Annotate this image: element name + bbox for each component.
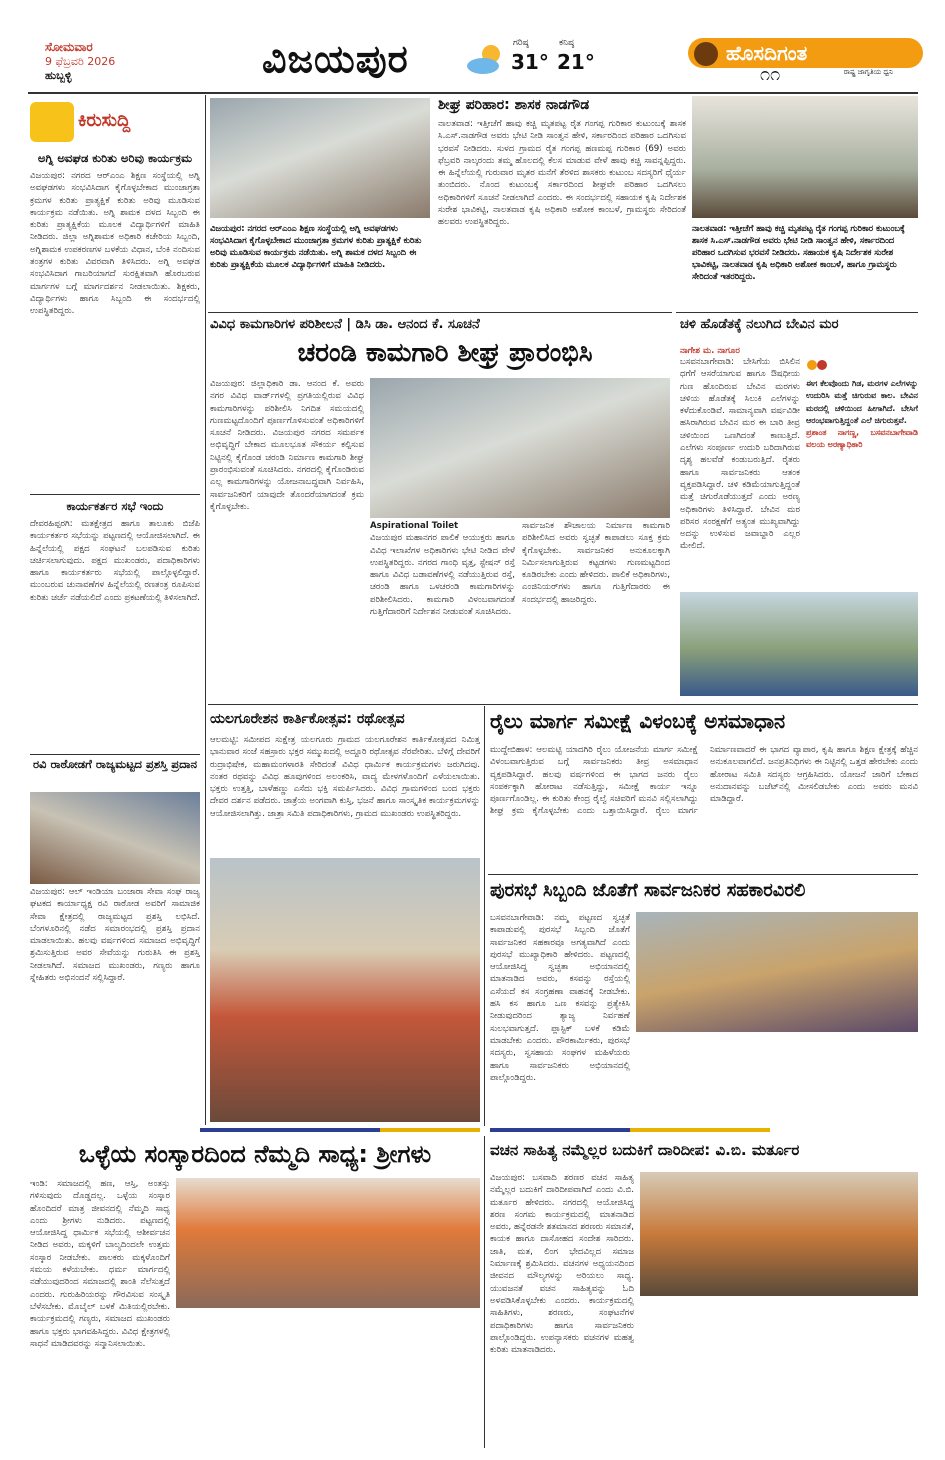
accent-bar — [630, 1128, 770, 1132]
fire-drill-photo — [210, 98, 430, 218]
railway-title: ರೈಲು ಮಾರ್ಗ ಸಮೀಕ್ಷೆ ವಿಳಂಬಕ್ಕೆ ಅಸಮಾಧಾನ — [490, 710, 786, 733]
kiru-item-2-title: ಕಾರ್ಯಕರ್ತರ ಸಭೆ ಇಂದು — [66, 499, 164, 513]
divider — [488, 874, 918, 875]
edition-city: ಹುಬ್ಬಳ್ಳಿ — [45, 69, 72, 82]
kiru-item-3 — [30, 886, 200, 1126]
date: 9 ಫೆಬ್ರವರಿ 2026 — [45, 55, 116, 68]
tree-title-box — [680, 316, 918, 338]
page-number: ೧೧ — [760, 64, 781, 85]
olleya-title: ಒಳ್ಳೆಯ ಸಂಸ್ಕಾರದಿಂದ ನೆಮ್ಮದಿ ಸಾಧ್ಯ: ಶ್ರೀಗಳು — [78, 1140, 432, 1168]
kiru-item-3-body: ವಿಜಯಪುರ: ಆಲ್ ಇಂಡಿಯಾ ಬಂಜಾರಾ ಸೇವಾ ಸಂಘ ರಾಜ್ಯ ಘಟಕದ ಕಾರ್ಯಾಧ್ಯಕ್ಷ ರವಿ ರಾಠೋಡ ಅವರಿಗೆ ಸಾಮಾಜಿಕ ಸೇವಾ ಕ್ಷೇತ್ರದಲ್ಲಿ ರಾಜ್ಯಮಟ್ಟದ ಪ್ರಶಸ್ತಿ ಲಭಿಸಿದೆ. ಬೆಂಗಳೂರಿನಲ್ಲಿ ನಡೆದ ಸಮಾರಂಭದಲ್ಲಿ ಪ್ರಶಸ್ತಿ ಪ್ರದಾನ ಮಾಡಲಾಯಿತು. ಹಲವು ವರ್ಷಗಳಿಂದ ಸಮಾಜದ ಅಭಿವೃದ್ಧಿಗೆ ಶ್ರಮಿಸುತ್ತಿರುವ ಅವರ ಸೇವೆಯನ್ನು ಗುರುತಿಸಿ ಈ ಪ್ರಶಸ್ತಿ ನೀಡಲಾಗಿದೆ. ಸಮಾಜದ ಮುಖಂಡರು, ಗಣ್ಯರು ಹಾಗೂ ಸ್ನೇಹಿತರು ಅಭಿನಂದನೆ ಸಲ್ಲಿಸಿದ್ದಾರೆ. — [30, 887, 200, 984]
olleya-title-box — [30, 1138, 480, 1174]
vachana-title-box — [490, 1138, 918, 1168]
charandi-body-1: ವಿಜಯಪುರ: ಜಿಲ್ಲಾಧಿಕಾರಿ ಡಾ. ಆನಂದ ಕೆ. ಅವರು ನಗರ ವಿವಿಧ ವಾರ್ಡ್‌ಗಳಲ್ಲಿ ಪ್ರಗತಿಯಲ್ಲಿರುವ ವಿವಿಧ ಕಾಮಗಾರಿಗಳನ್ನು ಪರಿಶೀಲಿಸಿ ನಿಗದಿತ ಸಮಯದಲ್ಲಿ ಗುಣಮಟ್ಟದೊಂದಿಗೆ ಪೂರ್ಣಗೊಳಿಸುವಂತೆ ಅಧಿಕಾರಿಗಳಿಗೆ ಸೂಚನೆ ನೀಡಿದರು. ವಿಜಯಪುರ ನಗರದ ಸಮರ್ಪಕ ಅಭಿವೃದ್ಧಿಗೆ ಬೇಕಾದ ಮೂಲಭೂತ ಸೌಕರ್ಯ ಕಲ್ಪಿಸುವ ನಿಟ್ಟಿನಲ್ಲಿ ಕೈಗೊಂಡ ಚರಂಡಿ ನಿರ್ಮಾಣ ಕಾಮಗಾರಿ ಶೀಘ್ರ ಪ್ರಾರಂಭಿಸುವಂತೆ ಸೂಚಿಸಿದರು. ನಗರದಲ್ಲಿ ಕೈಗೊಂಡಿರುವ ಎಲ್ಲ ಕಾಮಗಾರಿಗಳನ್ನು ಯೋಜನಾಬದ್ಧವಾಗಿ ನಿರ್ವಹಿಸಿ, ಸಾರ್ವಜನಿಕರಿಗೆ ಯಾವುದೇ ತೊಂದರೆಯಾಗದಂತೆ ಕ್ರಮ ಕೈಗೊಳ್ಳಬೇಕು. — [210, 379, 364, 512]
accent-bar — [200, 1128, 380, 1132]
divider — [30, 494, 200, 495]
charandi-title: ಚರಂಡಿ ಕಾಮಗಾರಿ ಶೀಘ್ರ ಪ್ರಾರಂಭಿಸಿ — [297, 338, 593, 368]
day: ಸೋಮವಾರ — [45, 40, 93, 54]
accent-bar — [380, 1128, 480, 1132]
neem-tree-photo — [680, 592, 918, 696]
railway-body: ಮುದ್ದೇಬಿಹಾಳ: ಆಲಮಟ್ಟಿ ಯಾದಗಿರಿ ರೈಲು ಯೋಜನೆಯ ಮಾರ್ಗ ಸಮೀಕ್ಷೆ ವಿಳಂಬವಾಗುತ್ತಿರುವ ಬಗ್ಗೆ ಸಾರ್ವಜನಿಕರು ತೀವ್ರ ಅಸಮಾಧಾನ ವ್ಯಕ್ತಪಡಿಸಿದ್ದಾರೆ. ಹಲವು ವರ್ಷಗಳಿಂದ ಈ ಭಾಗದ ಜನರು ರೈಲು ಸಂಪರ್ಕಕ್ಕಾಗಿ ಹೋರಾಟ ನಡೆಸುತ್ತಿದ್ದು, ಸಮೀಕ್ಷೆ ಕಾರ್ಯ ಇನ್ನೂ ಪೂರ್ಣಗೊಂಡಿಲ್ಲ. ಈ ಕುರಿತು ಕೇಂದ್ರ ರೈಲ್ವೆ ಸಚಿವರಿಗೆ ಮನವಿ ಸಲ್ಲಿಸಲಾಗಿದ್ದು ಶೀಘ್ರ ಕ್ರಮ ಕೈಗೊಳ್ಳಬೇಕು ಎಂದು ಒತ್ತಾಯಿಸಿದ್ದಾರೆ. ರೈಲು ಮಾರ್ಗ ನಿರ್ಮಾಣವಾದರೆ ಈ ಭಾಗದ ವ್ಯಾಪಾರ, ಕೃಷಿ ಹಾಗೂ ಶಿಕ್ಷಣ ಕ್ಷೇತ್ರಕ್ಕೆ ಹೆಚ್ಚಿನ ಅನುಕೂಲವಾಗಲಿದೆ. ಜನಪ್ರತಿನಿಧಿಗಳು ಈ ನಿಟ್ಟಿನಲ್ಲಿ ಒತ್ತಡ ಹೇರಬೇಕು ಎಂದು ಹೋರಾಟ ಸಮಿತಿ ಸದಸ್ಯರು ಆಗ್ರಹಿಸಿದರು. ಯೋಜನೆ ಜಾರಿಗೆ ಬೇಕಾದ ಅನುದಾನವನ್ನು ಬಜೆಟ್‌ನಲ್ಲಿ ಮೀಸಲಿಡಬೇಕು ಎಂದು ಅವರು ಮನವಿ ಮಾಡಿದ್ದಾರೆ. — [490, 745, 918, 817]
tree-quote-by: ಪ್ರಶಾಂತ ನಾಗಣ್ಣ, ಬಸವನಬಾಗೇವಾಡಿ ವಲಯ ಅರಣ್ಯಾಧಿಕಾರಿ — [806, 428, 918, 450]
max-label: ಗರಿಷ್ಠ — [513, 38, 529, 48]
min-label: ಕನಿಷ್ಠ — [559, 38, 575, 48]
masthead: ವಿಜಯಪುರ — [262, 36, 409, 81]
brand-emblem-icon — [694, 42, 718, 66]
tree-body-box — [680, 356, 800, 588]
vachana-body: ವಿಜಯಪುರ: ಬಸವಾದಿ ಶರಣರ ವಚನ ಸಾಹಿತ್ಯ ನಮ್ಮೆಲ್ಲರ ಬದುಕಿಗೆ ದಾರಿದೀಪವಾಗಿದೆ ಎಂದು ವಿ.ಬಿ. ಮರ್ತೂರ ಹೇಳಿದರು. ನಗರದಲ್ಲಿ ಆಯೋಜಿಸಿದ್ದ ಶರಣ ಸಂಗಮ ಕಾರ್ಯಕ್ರಮದಲ್ಲಿ ಮಾತನಾಡಿದ ಅವರು, ಹನ್ನೆರಡನೇ ಶತಮಾನದ ಶರಣರು ಸಮಾನತೆ, ಕಾಯಕ ಹಾಗೂ ದಾಸೋಹದ ಸಂದೇಶ ಸಾರಿದರು. ಜಾತಿ, ಮತ, ಲಿಂಗ ಭೇದವಿಲ್ಲದ ಸಮಾಜ ನಿರ್ಮಾಣಕ್ಕೆ ಶ್ರಮಿಸಿದರು. ವಚನಗಳ ಅಧ್ಯಯನದಿಂದ ಜೀವನದ ಮೌಲ್ಯಗಳನ್ನು ಅರಿಯಲು ಸಾಧ್ಯ. ಯುವಜನತೆ ವಚನ ಸಾಹಿತ್ಯವನ್ನು ಓದಿ ಅಳವಡಿಸಿಕೊಳ್ಳಬೇಕು ಎಂದರು. ಕಾರ್ಯಕ್ರಮದಲ್ಲಿ ಸಾಹಿತಿಗಳು, ಶರಣರು, ಸಂಘಟನೆಗಳ ಪದಾಧಿಕಾರಿಗಳು ಹಾಗೂ ಸಾರ್ವಜನಿಕರು ಪಾಲ್ಗೊಂಡಿದ್ದರು. ಉಪನ್ಯಾಸಕರು ವಚನಗಳ ಮಹತ್ವ ಕುರಿತು ಮಾತನಾಡಿದರು. — [490, 1173, 634, 1356]
yalagur-title-box — [210, 710, 480, 732]
kiru-item-3-title-box — [30, 756, 200, 796]
aspirational-toilet: Aspirational Toilet — [370, 521, 459, 531]
kiru-item-2-body: ದೇವರಹಿಪ್ಪರಗಿ: ಮತಕ್ಷೇತ್ರದ ಹಾಗೂ ತಾಲೂಕು ಬಿಜೆಪಿ ಕಾರ್ಯಕರ್ತರ ಸಭೆಯನ್ನು ಪಟ್ಟಣದಲ್ಲಿ ಆಯೋಜಿಸಲಾಗಿದೆ. ಈ ಹಿನ್ನೆಲೆಯಲ್ಲಿ ಪಕ್ಷದ ಸಂಘಟನೆ ಬಲಪಡಿಸುವ ಕುರಿತು ಚರ್ಚಿಸಲಾಗುವುದು. ಪಕ್ಷದ ಮುಖಂಡರು, ಪದಾಧಿಕಾರಿಗಳು ಹಾಗೂ ಕಾರ್ಯಕರ್ತರು ಸಭೆಯಲ್ಲಿ ಪಾಲ್ಗೊಳ್ಳಲಿದ್ದಾರೆ. ಮುಂಬರುವ ಚುನಾವಣೆಗಳ ಹಿನ್ನೆಲೆಯಲ್ಲಿ ರಣತಂತ್ರ ರೂಪಿಸುವ ಕುರಿತು ಚರ್ಚೆ ನಡೆಯಲಿದೆ ಎಂದು ಪ್ರಕಟಣೆಯಲ್ಲಿ ತಿಳಿಸಲಾಗಿದೆ. — [30, 519, 200, 603]
puras-title-box — [490, 880, 918, 908]
kiru-item-3-title: ರವಿ ರಾಠೋಡಗೆ ರಾಜ್ಯಮಟ್ಟದ ಪ್ರಶಸ್ತಿ ಪ್ರದಾನ — [32, 757, 198, 771]
puras-title: ಪುರಸಭೆ ಸಿಬ್ಬಂದಿ ಜೊತೆಗೆ ಸಾರ್ವಜನಿಕರ ಸಹಕಾರವಿರಲಿ — [490, 880, 806, 901]
tree-byline-box — [680, 338, 918, 354]
snake-body-box — [438, 118, 686, 306]
snake-title-box — [438, 96, 686, 118]
kiru-item-1-body: ವಿಜಯಪುರ: ನಗರದ ಆರ್‌ಎಂಎ ಶಿಕ್ಷಣ ಸಂಸ್ಥೆಯಲ್ಲಿ ಅಗ್ನಿ ಅವಘಡಗಳು ಸಂಭವಿಸಿದಾಗ ಕೈಗೊಳ್ಳಬೇಕಾದ ಮುಂಜಾಗ್ರತಾ ಕ್ರಮಗಳ ಕುರಿತು ಪ್ರಾತ್ಯಕ್ಷಿಕೆ ಕುರಿತು ಅರಿವು ಮೂಡಿಸುವ ಕಾರ್ಯಕ್ರಮ ನಡೆಯಿತು. ಅಗ್ನಿ ಶಾಮಕ ದಳದ ಸಿಬ್ಬಂದಿ ಈ ಕುರಿತು ಪ್ರಾತ್ಯಕ್ಷಿಕೆಯ ಮೂಲಕ ವಿದ್ಯಾರ್ಥಿಗಳಿಗೆ ಮಾಹಿತಿ ನೀಡಿದರು. ಜಿಲ್ಲಾ ಅಗ್ನಿಶಾಮಕ ಅಧಿಕಾರಿ ಕಚೇರಿಯ ಸಿಬ್ಬಂದಿ, ಅಗ್ನಿಶಾಮಕ ಉಪಕರಣಗಳ ಬಳಕೆಯ ವಿಧಾನ, ಬೆಂಕಿ ನಂದಿಸುವ ತಂತ್ರಗಳ ಕುರಿತು ವಿವರವಾಗಿ ತಿಳಿಸಿದರು. ಅಗ್ನಿ ಅವಘಡ ಸಂಭವಿಸಿದಾಗ ಗಾಬರಿಯಾಗದೆ ಸುರಕ್ಷಿತವಾಗಿ ಹೊರಬರುವ ಮಾರ್ಗಗಳ ಬಗ್ಗೆ ಮಾರ್ಗದರ್ಶನ ನೀಡಲಾಯಿತು. ಶಿಕ್ಷಕರು, ವಿದ್ಯಾರ್ಥಿಗಳು ಹಾಗೂ ಸಿಬ್ಬಂದಿ ಈ ಸಂದರ್ಭದಲ್ಲಿ ಉಪಸ್ಥಿತರಿದ್ದರು. — [30, 171, 200, 317]
column-rule — [205, 95, 206, 1125]
hand-icon — [30, 102, 74, 142]
snake-photo — [692, 96, 918, 218]
fire-caption-box — [210, 222, 430, 312]
tree-title: ಚಳಿ ಹೊಡೆತಕ್ಕೆ ನಲುಗಿದ ಬೇವಿನ ಮರ — [680, 317, 839, 332]
kiru-item-2 — [30, 498, 200, 748]
kiru-badge-label: ಕಿರುಸುದ್ದಿ — [78, 110, 131, 131]
snake-body: ನಾಲತವಾಡ: ಇತ್ತೀಚೆಗೆ ಹಾವು ಕಚ್ಚಿ ಮೃತಪಟ್ಟ ರೈತ ಗಂಗಪ್ಪ ಗುರಿಕಾರ ಕುಟುಂಬಕ್ಕೆ ಶಾಸಕ ಸಿ.ಎಸ್.ನಾಡಗೌಡ ಅವರು ಭೇಟಿ ನೀಡಿ ಸಾಂತ್ವನ ಹೇಳಿ, ಸರ್ಕಾರದಿಂದ ಪರಿಹಾರ ಒದಗಿಸುವ ಭರವಸೆ ನೀಡಿದರು. ಸುಳದ ಗ್ರಾಮದ ರೈತ ಗಂಗಪ್ಪ ಹಣಮಪ್ಪ ಗುರಿಕಾರ (69) ಅವರು ಫೆಬ್ರವರಿ ನಾಲ್ಕರಂದು ತಮ್ಮ ಹೊಲದಲ್ಲಿ ಕೆಲಸ ಮಾಡುವ ವೇಳೆ ಹಾವು ಕಚ್ಚಿ ಸಾವನ್ನಪ್ಪಿದ್ದರು. ಈ ಹಿನ್ನೆಲೆಯಲ್ಲಿ ಗುರುವಾರ ಮೃತರ ಮನೆಗೆ ತೆರಳಿದ ಶಾಸಕರು ಕುಟುಂಬ ಸದಸ್ಯರಿಗೆ ಧೈರ್ಯ ತುಂಬಿದರು. ನೊಂದ ಕುಟುಂಬಕ್ಕೆ ಸರ್ಕಾರದಿಂದ ಶೀಘ್ರವೇ ಪರಿಹಾರ ಒದಗಿಸಲು ಅಧಿಕಾರಿಗಳಿಗೆ ಸೂಚನೆ ನೀಡಲಾಗಿದೆ ಎಂದರು. ಈ ಸಂದರ್ಭದಲ್ಲಿ ಸಹಾಯಕ ಕೃಷಿ ನಿರ್ದೇಶಕ ಸುರೇಶ ಭಾವಿಕಟ್ಟಿ, ನಾಲತವಾಡ ಕೃಷಿ ಅಧಿಕಾರಿ ಅಶೋಕ ಕಾಂಬಳೆ, ಗ್ರಾಮಸ್ಥರು ಸೇರಿದಂತೆ ಹಲವರು ಉಪಸ್ಥಿತರಿದ್ದರು. — [438, 119, 686, 228]
date-block — [45, 40, 205, 100]
vachana-title: ವಚನ ಸಾಹಿತ್ಯ ನಮ್ಮೆಲ್ಲರ ಬದುಕಿಗೆ ದಾರಿದೀಪ: ವಿ.ಬಿ. ಮರ್ತೂರ — [490, 1141, 800, 1159]
puras-photo — [636, 912, 918, 1032]
puras-body: ಬಸವನಬಾಗೇವಾಡಿ: ನಮ್ಮ ಪಟ್ಟಣದ ಸ್ವಚ್ಛತೆ ಕಾಪಾಡುವಲ್ಲಿ ಪುರಸಭೆ ಸಿಬ್ಬಂದಿ ಜೊತೆಗೆ ಸಾರ್ವಜನಿಕರ ಸಹಕಾರವೂ ಅಗತ್ಯವಾಗಿದೆ ಎಂದು ಪುರಸಭೆ ಮುಖ್ಯಾಧಿಕಾರಿ ಹೇಳಿದರು. ಪಟ್ಟಣದಲ್ಲಿ ಆಯೋಜಿಸಿದ್ದ ಸ್ವಚ್ಛತಾ ಅಭಿಯಾನದಲ್ಲಿ ಮಾತನಾಡಿದ ಅವರು, ಕಸವನ್ನು ರಸ್ತೆಯಲ್ಲಿ ಎಸೆಯದೆ ಕಸ ಸಂಗ್ರಹಣಾ ವಾಹನಕ್ಕೆ ನೀಡಬೇಕು. ಹಸಿ ಕಸ ಹಾಗೂ ಒಣ ಕಸವನ್ನು ಪ್ರತ್ಯೇಕಿಸಿ ನೀಡುವುದರಿಂದ ತ್ಯಾಜ್ಯ ನಿರ್ವಹಣೆ ಸುಲಭವಾಗುತ್ತದೆ. ಪ್ಲಾಸ್ಟಿಕ್ ಬಳಕೆ ಕಡಿಮೆ ಮಾಡಬೇಕು ಎಂದರು. ಪೌರಕಾರ್ಮಿಕರು, ಪುರಸಭೆ ಸದಸ್ಯರು, ಸ್ವಸಹಾಯ ಸಂಘಗಳ ಮಹಿಳೆಯರು ಹಾಗೂ ಸಾರ್ವಜನಿಕರು ಅಭಿಯಾನದಲ್ಲಿ ಪಾಲ್ಗೊಂಡಿದ್ದರು. — [490, 913, 630, 1083]
brand-tagline: ರಾಷ್ಟ್ರ ಜಾಗೃತಿಯ ಧ್ವನಿ — [843, 68, 893, 76]
charandi-title-box — [225, 338, 665, 374]
quote-icon — [806, 356, 828, 374]
charandi-body-3: ಸಾರ್ವಜನಿಕ ಶೌಚಾಲಯ ನಿರ್ಮಾಣ ಕಾಮಗಾರಿ ಪರಿಶೀಲಿಸಿದ ಅವರು ಸ್ವಚ್ಛತೆ ಕಾಪಾಡಲು ಸೂಕ್ತ ಕ್ರಮ ಕೈಗೊಳ್ಳಬೇಕು. ಸಾರ್ವಜನಿಕರ ಅನುಕೂಲಕ್ಕಾಗಿ ನಿರ್ಮಿಸಲಾಗುತ್ತಿರುವ ಕಟ್ಟಡಗಳು ಗುಣಮಟ್ಟದಿಂದ ಕೂಡಿರಬೇಕು ಎಂದು ಹೇಳಿದರು. ಪಾಲಿಕೆ ಅಧಿಕಾರಿಗಳು, ಎಂಜಿನಿಯರ್‌ಗಳು ಹಾಗೂ ಗುತ್ತಿಗೆದಾರರು ಈ ಸಂದರ್ಭದಲ್ಲಿ ಹಾಜರಿದ್ದರು. — [522, 521, 670, 605]
brand-logo-block — [688, 38, 923, 88]
railway-title-box — [490, 710, 918, 740]
weather-block — [465, 38, 605, 86]
fire-caption: ವಿಜಯಪುರ: ನಗರದ ಆರ್‌ಎಂಎ ಶಿಕ್ಷಣ ಸಂಸ್ಥೆಯಲ್ಲಿ ಅಗ್ನಿ ಅವಘಡಗಳು ಸಂಭವಿಸಿದಾಗ ಕೈಗೊಳ್ಳಬೇಕಾದ ಮುಂಜಾಗ್ರತಾ ಕ್ರಮಗಳ ಕುರಿತು ಪ್ರಾತ್ಯಕ್ಷಿಕೆ ಕುರಿತು ಅರಿವು ಮೂಡಿಸುವ ಕಾರ್ಯಕ್ರಮ ನಡೆಯಿತು. ಅಗ್ನಿ ಶಾಮಕ ದಳದ ಸಿಬ್ಬಂದಿ ಈ ಕುರಿತು ಪ್ರಾತ್ಯಕ್ಷಿಕೆಯ ಮೂಲಕ ವಿದ್ಯಾರ್ಥಿಗಳಿಗೆ ಮಾಹಿತಿ ನೀಡಿದರು. — [210, 223, 422, 269]
tree-quote: ಈಗ ಕೆಲವೊಂದು ಗಿಡ, ಮರಗಳ ಎಲೆಗಳನ್ನು ಉದುರಿಸಿ ಮತ್ತೆ ಚಿಗುರುವ ಕಾಲ. ಬೇವಿನ ಮರದಲ್ಲಿ ಚಳಿಯಿಂದ ಹೀಗಾಗಿದೆ. ಬೇಸಿಗೆ ಆರಂಭವಾಗುತ್ತಿದ್ದಂತೆ ಎಲೆ ಚಿಗುರುತ್ತವೆ. — [806, 379, 918, 425]
weather-cloud-icon — [465, 42, 505, 76]
snake-caption-box — [692, 222, 918, 310]
max-temp: 31° — [511, 50, 549, 74]
divider — [30, 754, 200, 755]
snake-title: ಶೀಘ್ರ ಪರಿಹಾರ: ಶಾಸಕ ನಾಡಗೌಡ — [438, 97, 590, 113]
charandi-body-2: ವಿಜಯಪುರ ಮಹಾನಗರ ಪಾಲಿಕೆ ಆಯುಕ್ತರು ಹಾಗೂ ವಿವಿಧ ಇಲಾಖೆಗಳ ಅಧಿಕಾರಿಗಳು ಭೇಟಿ ನೀಡಿದ ವೇಳೆ ಉಪಸ್ಥಿತರಿದ್ದರು. ನಗರದ ಗಾಂಧಿ ವೃತ್ತ, ಸ್ಟೇಷನ್ ರಸ್ತೆ ಹಾಗೂ ವಿವಿಧ ಬಡಾವಣೆಗಳಲ್ಲಿ ನಡೆಯುತ್ತಿರುವ ರಸ್ತೆ, ಚರಂಡಿ ಹಾಗೂ ಒಳಚರಂಡಿ ಕಾಮಗಾರಿಗಳನ್ನು ಪರಿಶೀಲಿಸಿದರು. ಕಾಮಗಾರಿ ವಿಳಂಬವಾಗದಂತೆ ಗುತ್ತಿಗೆದಾರರಿಗೆ ನಿರ್ದೇಶನ ನೀಡುವಂತೆ ಸೂಚಿಸಿದರು. — [370, 533, 515, 618]
charandi-kicker: ವಿವಿಧ ಕಾಮಗಾರಿಗಳ ಪರಿಶೀಲನೆ | ಡಿಸಿ ಡಾ. ಆನಂದ ಕೆ. ಸೂಚನೆ — [210, 317, 480, 332]
kiru-item-1 — [30, 150, 200, 490]
brand-name: ಹೊಸದಿಗಂತ — [688, 38, 923, 68]
divider — [208, 704, 918, 705]
min-temp: 21° — [557, 50, 595, 74]
vachana-body-box — [490, 1172, 634, 1448]
yalagur-title: ಯಲಗೂರೇಶನ ಕಾರ್ತಿಕೋತ್ಸವ: ರಥೋತ್ಸವ — [210, 711, 405, 727]
yalagur-body-box — [210, 734, 480, 854]
puras-body-box — [490, 912, 630, 1124]
snake-caption: ನಾಲತವಾಡ: ಇತ್ತೀಚೆಗೆ ಹಾವು ಕಚ್ಚಿ ಮೃತಪಟ್ಟ ರೈತ ಗಂಗಪ್ಪ ಗುರಿಕಾರ ಕುಟುಂಬಕ್ಕೆ ಶಾಸಕ ಸಿ.ಎಸ್.ನಾಡಗೌಡ ಅವರು ಭೇಟಿ ನೀಡಿ ಸಾಂತ್ವನ ಹೇಳಿ, ಸರ್ಕಾರದಿಂದ ಪರಿಹಾರ ಒದಗಿಸುವ ಭರವಸೆ ನೀಡಿದರು. ಸಹಾಯಕ ಕೃಷಿ ನಿರ್ದೇಶಕ ಸುರೇಶ ಭಾವಿಕಟ್ಟಿ, ನಾಲತವಾಡ ಕೃಷಿ ಅಧಿಕಾರಿ ಅಶೋಕ ಕಾಂಬಳೆ, ಹಾಗೂ ಗ್ರಾಮಸ್ಥರು ಸೇರಿದಂತೆ ಇತರರಿದ್ದರು. — [692, 223, 905, 281]
olleya-body-box — [30, 1178, 170, 1448]
tree-body: ಬಸವನಬಾಗೇವಾಡಿ: ಬೇಸಿಗೆಯ ಬಿಸಿಲಿನ ಧಗೆಗೆ ಆಸರೆಯಾಗುವ ಹಾಗೂ ಔಷಧೀಯ ಗುಣ ಹೊಂದಿರುವ ಬೇವಿನ ಮರಗಳು ಚಳಿಯ ಹೊಡೆತಕ್ಕೆ ಸಿಲುಕಿ ಎಲೆಗಳನ್ನು ಕಳೆದುಕೊಂಡಿವೆ. ಸಾಮಾನ್ಯವಾಗಿ ವರ್ಷವಿಡೀ ಹಸಿರಾಗಿರುವ ಬೇವಿನ ಮರ ಈ ಬಾರಿ ತೀವ್ರ ಚಳಿಯಿಂದ ಒಣಗಿದಂತೆ ಕಾಣುತ್ತಿದೆ. ಎಲೆಗಳು ಸಂಪೂರ್ಣ ಉದುರಿ ಬರಿದಾಗಿರುವ ದೃಶ್ಯ ಹಲವೆಡೆ ಕಂಡುಬರುತ್ತಿದೆ. ರೈತರು ಹಾಗೂ ಸಾರ್ವಜನಿಕರು ಆತಂಕ ವ್ಯಕ್ತಪಡಿಸಿದ್ದಾರೆ. ಚಳಿ ಕಡಿಮೆಯಾಗುತ್ತಿದ್ದಂತೆ ಮತ್ತೆ ಚಿಗುರೊಡೆಯುತ್ತದೆ ಎಂದು ಅರಣ್ಯ ಅಧಿಕಾರಿಗಳು ತಿಳಿಸಿದ್ದಾರೆ. ಬೇವಿನ ಮರ ಪರಿಸರ ಸಂರಕ್ಷಣೆಗೆ ಅತ್ಯಂತ ಮುಖ್ಯವಾಗಿದ್ದು ಅದನ್ನು ಉಳಿಸುವ ಜವಾಬ್ದಾರಿ ಎಲ್ಲರ ಮೇಲಿದೆ. — [680, 357, 800, 552]
header-rule — [28, 92, 918, 94]
column-rule — [484, 1136, 485, 1448]
rathotsava-photo — [210, 858, 480, 1122]
charandi-kicker-box — [210, 316, 672, 338]
kiru-item-1-title: ಅಗ್ನಿ ಅವಘಡ ಕುರಿತು ಅರಿವು ಕಾರ್ಯಕ್ರಮ — [37, 151, 193, 165]
charandi-photo — [370, 378, 670, 518]
charandi-col1 — [210, 378, 364, 698]
olleya-body: ಇಂಡಿ: ಸಮಾಜದಲ್ಲಿ ಹಣ, ಆಸ್ತಿ, ಅಂತಸ್ತು ಗಳಿಸುವುದು ದೊಡ್ಡದಲ್ಲ. ಒಳ್ಳೆಯ ಸಂಸ್ಕಾರ ಹೊಂದಿದರೆ ಮಾತ್ರ ಜೀವನದಲ್ಲಿ ನೆಮ್ಮದಿ ಸಾಧ್ಯ ಎಂದು ಶ್ರೀಗಳು ನುಡಿದರು. ಪಟ್ಟಣದಲ್ಲಿ ಆಯೋಜಿಸಿದ್ದ ಧಾರ್ಮಿಕ ಸಭೆಯಲ್ಲಿ ಆಶೀರ್ವಚನ ನೀಡಿದ ಅವರು, ಮಕ್ಕಳಿಗೆ ಬಾಲ್ಯದಿಂದಲೇ ಉತ್ತಮ ಸಂಸ್ಕಾರ ನೀಡಬೇಕು. ಪಾಲಕರು ಮಕ್ಕಳೊಂದಿಗೆ ಸಮಯ ಕಳೆಯಬೇಕು. ಧರ್ಮ ಮಾರ್ಗದಲ್ಲಿ ನಡೆಯುವುದರಿಂದ ಸಮಾಜದಲ್ಲಿ ಶಾಂತಿ ನೆಲೆಸುತ್ತದೆ ಎಂದರು. ಗುರುಹಿರಿಯರನ್ನು ಗೌರವಿಸುವ ಸಂಸ್ಕೃತಿ ಬೆಳೆಸಬೇಕು. ಮೊಬೈಲ್ ಬಳಕೆ ಮಿತಿಯಲ್ಲಿರಬೇಕು. ಕಾರ್ಯಕ್ರಮದಲ್ಲಿ ಗಣ್ಯರು, ಸಮಾಜದ ಮುಖಂಡರು ಹಾಗೂ ಭಕ್ತರು ಭಾಗವಹಿಸಿದ್ದರು. ವಿವಿಧ ಕ್ಷೇತ್ರಗಳಲ್ಲಿ ಸಾಧನೆ ಮಾಡಿದವರನ್ನು ಸನ್ಮಾನಿಸಲಾಯಿತು. — [30, 1179, 170, 1349]
divider — [676, 312, 918, 313]
accent-bar — [490, 1128, 630, 1132]
yalagur-body: ಆಲಮಟ್ಟಿ: ಸಮೀಪದ ಸುಕ್ಷೇತ್ರ ಯಲಗೂರು ಗ್ರಾಮದ ಯಲಗೂರೇಶನ ಕಾರ್ತಿಕೋತ್ಸವದ ನಿಮಿತ್ತ ಭಾನುವಾರ ಸಂಜೆ ಸಹಸ್ರಾರು ಭಕ್ತರ ಸಮ್ಮುಖದಲ್ಲಿ ಅದ್ದೂರಿ ರಥೋತ್ಸವ ನೆರವೇರಿತು. ಬೆಳಿಗ್ಗೆ ದೇವರಿಗೆ ರುದ್ರಾಭಿಷೇಕ, ಮಹಾಮಂಗಳಾರತಿ ಸೇರಿದಂತೆ ವಿವಿಧ ಧಾರ್ಮಿಕ ಕಾರ್ಯಕ್ರಮಗಳು ಜರುಗಿದವು. ನಂತರ ರಥವನ್ನು ವಿವಿಧ ಹೂವುಗಳಿಂದ ಅಲಂಕರಿಸಿ, ವಾದ್ಯ ಮೇಳಗಳೊಂದಿಗೆ ಎಳೆಯಲಾಯಿತು. ಭಕ್ತರು ಉತ್ತತ್ತಿ, ಬಾಳೆಹಣ್ಣು ಎಸೆದು ಭಕ್ತಿ ಸಮರ್ಪಿಸಿದರು. ವಿವಿಧ ಗ್ರಾಮಗಳಿಂದ ಬಂದ ಭಕ್ತರು ದೇವರ ದರ್ಶನ ಪಡೆದರು. ಜಾತ್ರೆಯ ಅಂಗವಾಗಿ ಕುಸ್ತಿ, ಭಜನೆ ಹಾಗೂ ಸಾಂಸ್ಕೃತಿಕ ಕಾರ್ಯಕ್ರಮಗಳನ್ನು ಆಯೋಜಿಸಲಾಗಿತ್ತು. ಜಾತ್ರಾ ಸಮಿತಿ ಪದಾಧಿಕಾರಿಗಳು, ಗ್ರಾಮದ ಮುಖಂಡರು ಉಪಸ್ಥಿತರಿದ್ದರು. — [210, 735, 480, 819]
divider — [208, 312, 672, 313]
award-photo — [30, 792, 200, 884]
column-rule — [484, 706, 485, 1126]
olleya-photo — [176, 1178, 480, 1308]
charandi-col3 — [522, 520, 670, 700]
railway-body-box — [490, 744, 918, 872]
charandi-col2 — [370, 520, 515, 700]
tree-quote-box — [806, 356, 918, 486]
vachana-photo — [640, 1172, 918, 1296]
tree-byline: ನಾಗೇಶ ಮ. ನಾಗೂರ — [680, 346, 740, 354]
kiru-header — [30, 98, 200, 148]
